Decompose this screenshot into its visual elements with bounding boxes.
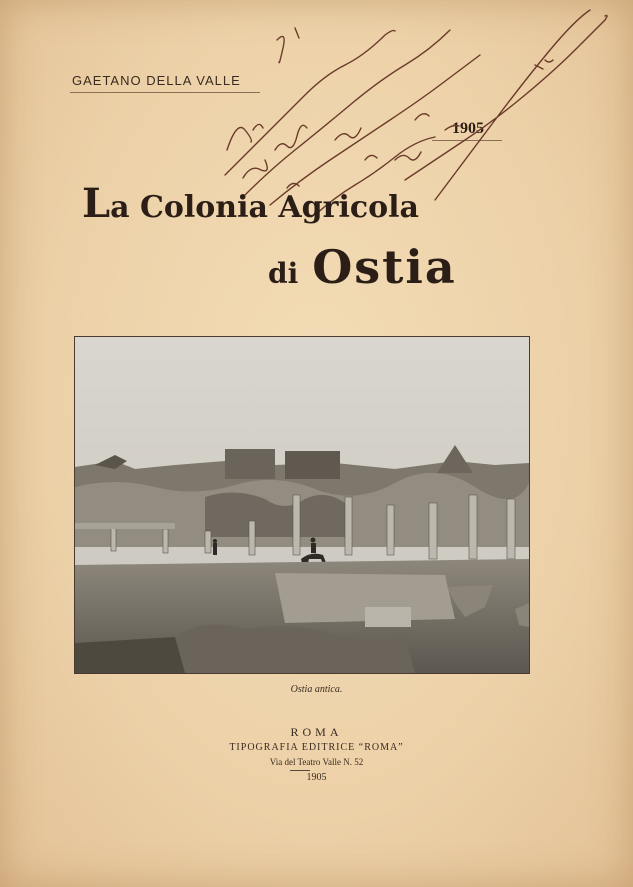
title-line-1-text: a Colonia Agricola [110,190,419,225]
imprint-divider [290,770,310,771]
author-name: GAETANO DELLA VALLE [72,73,241,88]
photo-caption: Ostia antica. [290,684,343,695]
imprint-publisher: TIPOGRAFIA EDITRICE “ROMA” [229,742,404,753]
imprint-year: 1905 [306,772,327,783]
archaeological-ruins-photograph-icon [75,337,529,673]
imprint-address: Via del Teatro Valle N. 52 [269,757,364,767]
title-line-1 [82,180,442,227]
ruins-photograph [74,336,530,674]
title-line-2 [268,240,457,294]
title-initial: L [82,180,111,227]
imprint-city: ROMA [290,725,343,739]
publication-year: 1905 [452,120,484,137]
title-ostia: Ostia [312,240,457,294]
title-line-2-prefix: di [268,257,299,290]
